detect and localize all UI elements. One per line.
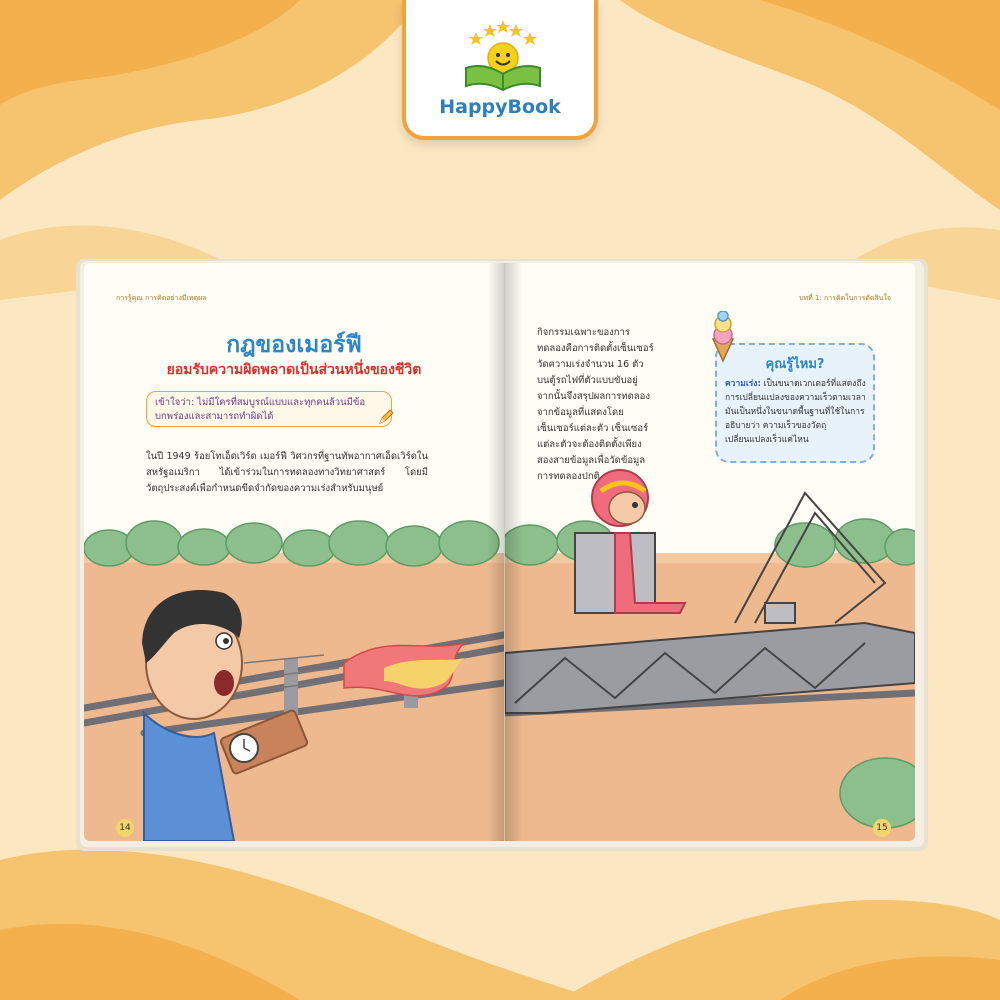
open-book — [72, 255, 932, 855]
happy-book-logo-icon — [458, 18, 548, 94]
brand-logo-card[interactable] — [402, 0, 598, 140]
did-you-know-title: คุณรู้ไหม? — [765, 357, 825, 372]
right-body-text: กิจกรรมเฉพาะของการทดลองคือการติดตั้งเซ็นเซอร์วัดความเร่งจำนวน 16 ตัวบนตู้รถไฟที่ตัวแบบขับอยู่ จากนั้นจึงสรุปผลการทดลองจากข้อมูลที่แสดงโดยเซ็นเซอร์แต่ละตัว เซ็นเซอร์แต่ละตัวจะต้องติดตั้งเพียงสองสายข้อมูลเพื่อวัดข้อมูลการทดลองปกติ — [537, 327, 654, 482]
page-title: กฎของเมอร์ฟี — [226, 332, 362, 358]
understanding-note — [146, 391, 392, 427]
page-number-left: 14 — [116, 819, 134, 837]
did-you-know-body — [725, 377, 869, 447]
left-page — [84, 263, 504, 841]
did-you-know-term: ความเร่ง: — [725, 379, 761, 389]
page-number-right: 15 — [873, 819, 891, 837]
right-page — [505, 263, 915, 841]
ice-cream-icon — [705, 311, 741, 363]
page-subtitle: ยอมรับความผิดพลาดเป็นส่วนหนึ่งของชีวิต — [166, 362, 422, 378]
running-head-left: การรู้คุณ การคิดอย่างมีเหตุผล — [116, 294, 207, 302]
did-you-know-text: เป็นขนาดเวกเตอร์ที่แสดงถึงการเปลี่ยนแปลงของความเร็วตามเวลา มันเป็นหนึ่งในขนาดพื้นฐานที่ใช้ในการอธิบายว่า ความเร็วของวัตถุเปลี่ยนแปลงเร็วแค่ไหน — [725, 379, 866, 445]
note-text: เข้าใจว่า: ไม่มีใครที่สมบูรณ์แบบและทุกคนล้วนมีข้อบกพร่องและสามารถทำผิดได้ — [155, 397, 366, 422]
pencil-icon — [378, 409, 394, 425]
brand-name: HappyBook — [439, 96, 561, 118]
running-head-right: บทที่ 1: การคิดในการตัดสินใจ — [799, 294, 891, 302]
left-body-text: ในปี 1949 ร้อยโทเอ็ดเวิร์ด เมอร์ฟี วิศวกรที่ฐานทัพอากาศเอ็ดเวิร์ดในสหรัฐอเมริกา ได้เข้าร่วมในการทดลองทางวิทยาศาสตร์ โดยมีวัตถุประสงค์เพื่อกำหนดขีดจำกัดของความเร่งสำหรับมนุษย์ — [146, 451, 428, 494]
